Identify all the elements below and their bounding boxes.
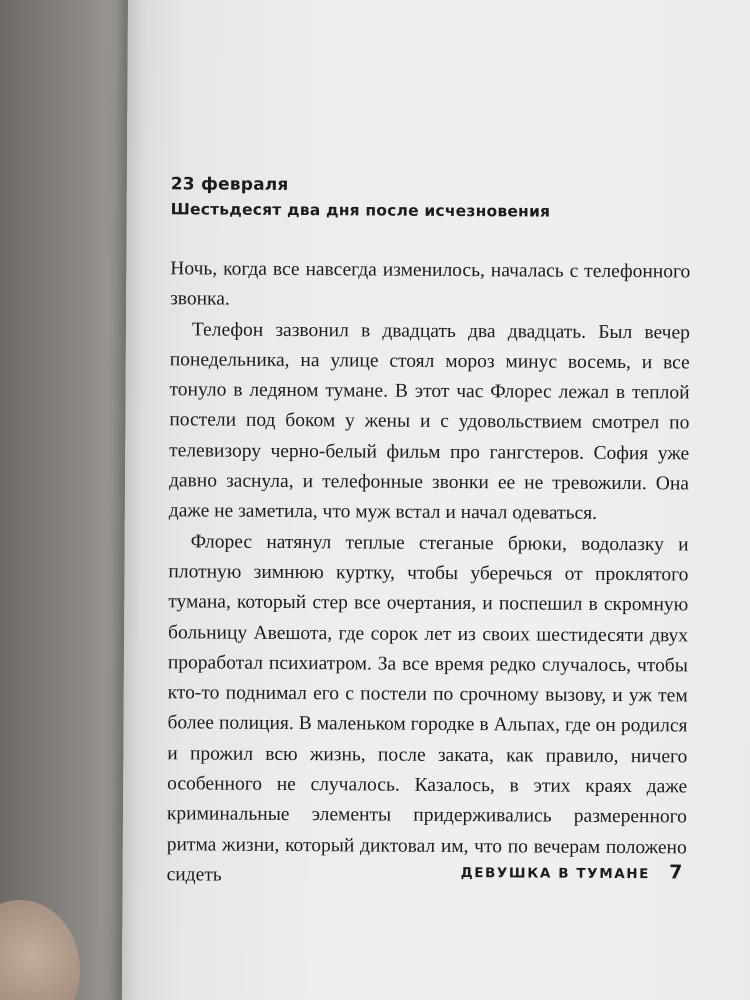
chapter-date-heading: 23 февраля xyxy=(170,174,289,195)
page-number: 7 xyxy=(669,861,683,884)
body-text xyxy=(167,254,691,893)
book-page xyxy=(122,0,750,1000)
page-footer xyxy=(461,860,683,883)
paragraph: Ночь, когда все навсегда изменилось, началась с телефонного звонка. xyxy=(170,258,691,310)
page-content xyxy=(167,172,691,893)
book-spine-shadow xyxy=(0,0,140,1000)
paragraph: Телефон зазвонил в двадцать два двадцать. Был вечер понедельника, на улице стоял мороз минус восемь, и все тонуло в ледяном тумане. В этот час Флорес лежал в теплой постели под боком у жены и с удовольствием смотрел по телевизору черно-белый фильм про гангстеров. София уже давно заснула, и телефонные звонки ее не тревожили. Она даже не заметила, что муж встал и начал одеваться. xyxy=(168,318,690,525)
paragraph: Флорес натянул теплые стеганые брюки, водолазку и плотную зимнюю куртку, чтобы уберечься от проклятого тумана, который стер все очертания, и поспешил в скромную больницу Авешота, где сорок лет из своих шестидесяти двух проработал психиатром. За все время редко случалось, чтобы кто-то поднимал его с постели по срочному вызову, и уж тем более полиция. В маленьком городке в Альпах, где он родился и прожил всю жизнь, после заката, как правило, ничего особенного не случалось. Казалось, в этих краях даже криминальные элементы придерживались размеренного ритма жизни, который диктовал им, что по вечерам положено сидеть xyxy=(166,531,689,886)
running-head: ДЕВУШКА В ТУМАНЕ xyxy=(460,865,651,883)
chapter-subtitle: Шестьдесят два дня после исчезновения xyxy=(170,200,551,221)
